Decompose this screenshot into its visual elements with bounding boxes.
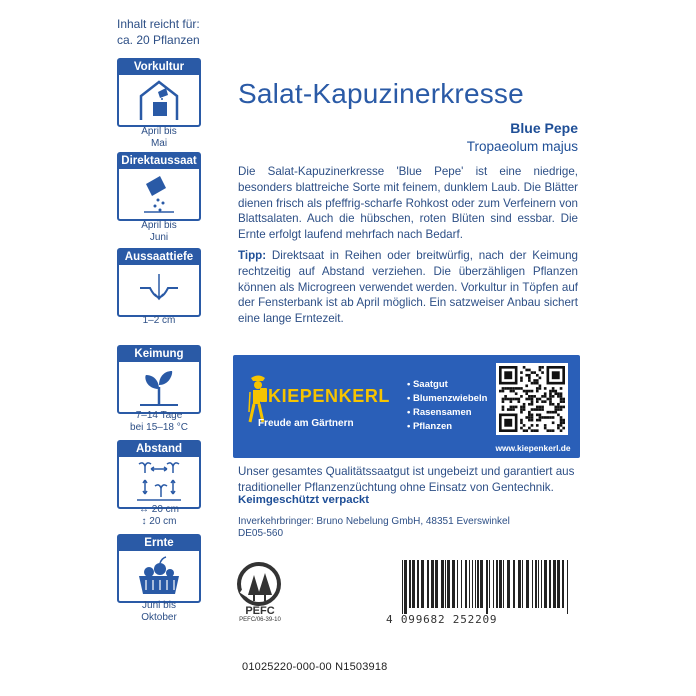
icon-box-keimung: [117, 345, 201, 414]
icon-caption-direktaussaat: April bis Juni: [141, 220, 177, 243]
icon-box-vorkultur: [117, 58, 201, 127]
seedling-icon: [136, 365, 182, 409]
icon-header: Direktaussaat: [119, 154, 199, 169]
icon-header: Keimung: [119, 347, 199, 362]
distributor-code: DE05-560: [238, 528, 284, 539]
barcode-icon: [398, 560, 574, 614]
icon-box-abstand: [117, 440, 201, 509]
brand-name: KIEPENKERL: [268, 386, 391, 406]
quality-statement: Unser gesamtes Qualitätssaatgut ist ungebeizt und garantiert aus traditioneller Pflanzenzüchtung ohne Einsatz von Gentechnik.: [238, 465, 575, 494]
icon-box-direktaussaat: [117, 152, 201, 221]
icon-caption-ernte: Juni bis Oktober: [141, 600, 177, 623]
list-item: • Saatgut: [407, 378, 497, 392]
tip-label: Tipp:: [238, 249, 267, 262]
yield-line-2: ca. 20 Pflanzen: [117, 33, 200, 47]
sowing-depth-icon: [136, 268, 182, 312]
icon-caption-keimung: 7–14 Tage bei 15–18 °C: [130, 410, 188, 433]
qr-code-icon: [499, 366, 565, 432]
brand-slogan: Freude am Gärtnern: [258, 418, 354, 429]
icon-caption-abstand: ↔ 20 cm ↕ 20 cm: [138, 504, 179, 527]
icon-header: Ernte: [119, 536, 199, 551]
barcode-number: 4 099682 252209: [386, 613, 498, 626]
icon-box-ernte: [117, 534, 201, 603]
yield-line-1: Inhalt reicht für:: [117, 17, 200, 31]
qr-code[interactable]: [496, 363, 568, 435]
icon-caption-vorkultur: April bis Mai: [141, 126, 177, 149]
kiepenkerl-figure-icon: [248, 374, 268, 424]
pefc-label: PEFC: [245, 605, 275, 617]
icon-header: Aussaattiefe: [119, 250, 199, 265]
variety-name: Blue Pepe: [510, 120, 578, 136]
article-number: 01025220-000-00 N1503918: [242, 661, 388, 673]
yield-info: [117, 16, 217, 48]
pefc-code: PEFC/06-39-10: [239, 617, 281, 623]
brand-product-list: [407, 378, 497, 434]
distributor-info: Inverkehrbringer: Bruno Nebelung GmbH, 48351 Everswinkel: [238, 516, 510, 527]
product-description: Die Salat-Kapuzinerkresse 'Blue Pepe' ist eine niedrige, besonders blattreiche Sorte mit feinem, dunklem Laub. Die Blätter dienen frisch als pfeffrig-scharfe Rohkost oder zum Verfeinern von Blattsalaten. Auch die hübschen, roten Blüten sind essbar. Die Ernte erfolgt laufend mehrfach nach Bedarf.: [238, 165, 578, 242]
list-item: • Blumenzwiebeln: [407, 392, 497, 406]
icon-caption-aussaattiefe: 1–2 cm: [142, 315, 176, 326]
growing-tip: [238, 248, 578, 327]
list-item: • Rasensamen: [407, 406, 497, 420]
tip-text: Direktsaat in Reihen oder breitwürfig, nach der Keimung rechtzeitig auf Abstand verziehen. Die überzähligen Pflanzen können als Microgreen verwendet werden. Vorkultur in Töpfen auf der Fensterbank ist ab April möglich. Ein satzweiser Anbau sichert eine lange Erntezeit.: [238, 249, 578, 326]
product-title: Salat-Kapuzinerkresse: [238, 78, 524, 109]
icon-header: Abstand: [119, 442, 199, 457]
harvest-basket-icon: [134, 554, 184, 598]
latin-name: Tropaeolum majus: [466, 139, 578, 154]
brand-url[interactable]: www.kiepenkerl.de: [495, 443, 571, 453]
packaging-note: Keimgeschützt verpackt: [238, 494, 370, 506]
icon-header: Vorkultur: [119, 60, 199, 75]
icon-box-aussaattiefe: [117, 248, 201, 317]
greenhouse-pot-icon: [136, 78, 182, 122]
list-item: • Pflanzen: [407, 420, 497, 434]
spacing-icon: [133, 460, 185, 504]
seed-bag-icon: [136, 172, 182, 216]
